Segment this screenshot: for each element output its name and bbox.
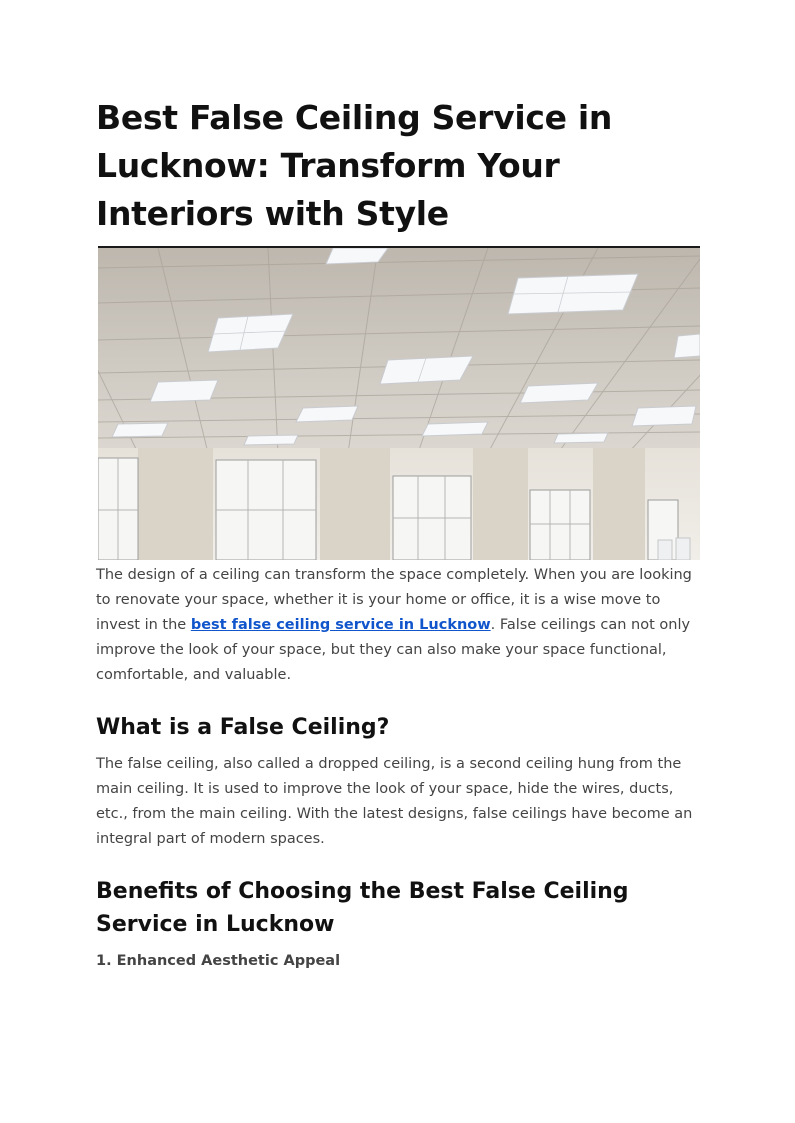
false-ceiling-service-link[interactable]: best false ceiling service in Lucknow bbox=[190, 617, 491, 633]
intro-text-after-link: . False ceilings can not only improve the look of your space, but they can also make your space functional, comfortable, and valuable. bbox=[96, 617, 691, 683]
article-title: Best False Ceiling Service in Lucknow: Transform Your Interiors with Style bbox=[96, 98, 613, 233]
section-heading-what-is: What is a False Ceiling? bbox=[96, 715, 390, 740]
benefit-subheading: 1. Enhanced Aesthetic Appeal bbox=[96, 953, 341, 969]
what-is-paragraph: The false ceiling, also called a dropped ceiling, is a second ceiling hung from the main ceiling. It is used to improve the look of your space, hide the wires, ducts, etc., from the main ceiling. With the latest designs, false ceilings have become an integral part of modern spaces. bbox=[96, 756, 693, 847]
intro-paragraph bbox=[96, 563, 700, 688]
section-heading-benefits: Benefits of Choosing the Best False Ceiling Service in Lucknow bbox=[96, 879, 629, 937]
intro-text-before-link: The design of a ceiling can transform the space completely. When you are looking to renovate your space, whether it is your home or office, it is a wise move to invest in the bbox=[96, 567, 692, 633]
false-ceiling-photo bbox=[98, 246, 700, 560]
